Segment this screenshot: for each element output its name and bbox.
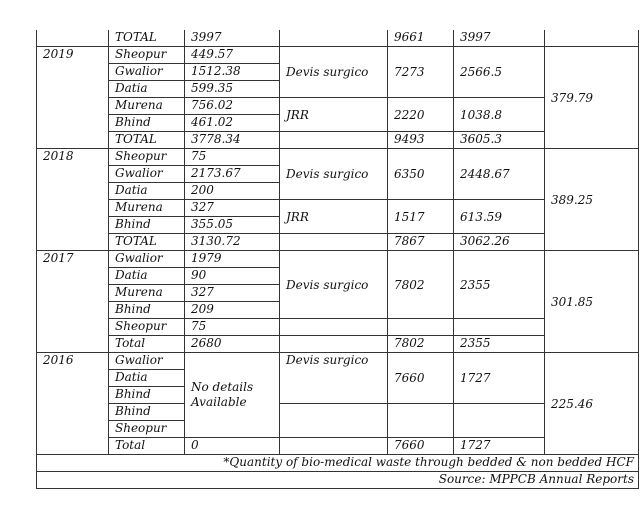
district-cell: Bhind [109,217,185,234]
district-cell: Sheopur [109,149,185,166]
operator-cell: Devis surgico [280,251,388,319]
value-cell: 379.79 [545,47,639,149]
footnote: *Quantity of bio-medical waste through bedded & non bedded HCF [37,455,639,472]
value-cell: 389.25 [545,149,639,251]
value-cell: 3997 [454,30,545,47]
quantity-cell: 3778.34 [185,132,280,149]
value-cell: 7660 [388,353,454,404]
value-cell: 1727 [454,438,545,455]
table-row [37,30,639,47]
district-cell: Sheopur [109,319,185,336]
operator-cell [280,404,388,438]
district-cell: Gwalior [109,353,185,370]
value-cell: 9493 [388,132,454,149]
district-cell: Bhind [109,302,185,319]
operator-cell: Devis surgico [280,47,388,98]
operator-cell [280,438,388,455]
district-cell: Sheopur [109,47,185,64]
quantity-cell: 327 [185,200,280,217]
operator-cell: Devis surgico [280,149,388,200]
district-cell: Total [109,438,185,455]
value-cell: 1727 [454,353,545,404]
value-cell: 2448.67 [454,149,545,200]
district-cell: Datia [109,81,185,98]
district-cell: TOTAL [109,234,185,251]
quantity-cell: 90 [185,268,280,285]
quantity-cell: 599.35 [185,81,280,98]
district-cell: Datia [109,183,185,200]
quantity-cell: 1979 [185,251,280,268]
operator-cell [280,234,388,251]
source-note: Source: MPPCB Annual Reports [37,472,639,489]
district-cell: Gwalior [109,64,185,81]
quantity-cell: 200 [185,183,280,200]
value-cell: 2566.5 [454,47,545,98]
value-cell: 7273 [388,47,454,98]
year-cell: 2018 [37,149,109,251]
value-cell: 2220 [388,98,454,132]
value-cell [388,319,454,336]
year-cell: 2017 [37,251,109,353]
value-cell: 1038.8 [454,98,545,132]
district-cell: TOTAL [109,30,185,47]
district-cell: Murena [109,200,185,217]
quantity-cell: 327 [185,285,280,302]
quantity-cell: 75 [185,319,280,336]
value-cell [545,30,639,47]
table-row [37,251,639,268]
district-cell: Datia [109,370,185,387]
year-cell [37,30,109,47]
quantity-cell: 1512.38 [185,64,280,81]
quantity-cell: 209 [185,302,280,319]
quantity-cell: 2680 [185,336,280,353]
district-cell: Murena [109,98,185,115]
district-cell: Bhind [109,115,185,132]
quantity-cell: 355.05 [185,217,280,234]
district-cell: TOTAL [109,132,185,149]
year-cell: 2019 [37,47,109,149]
value-cell: 225.46 [545,353,639,455]
value-cell: 2355 [454,336,545,353]
value-cell: 9661 [388,30,454,47]
district-cell: Murena [109,285,185,302]
quantity-cell: 3130.72 [185,234,280,251]
operator-cell [280,319,388,336]
value-cell: 2355 [454,251,545,319]
value-cell: 3062.26 [454,234,545,251]
operator-cell: JRR [280,200,388,234]
value-cell [388,404,454,438]
operator-cell: JRR [280,98,388,132]
value-cell [454,404,545,438]
quantity-cell: 449.57 [185,47,280,64]
quantity-cell: 0 [185,438,280,455]
quantity-cell: 3997 [185,30,280,47]
district-cell: Datia [109,268,185,285]
table-row [37,47,639,64]
district-cell: Gwalior [109,166,185,183]
value-cell: 6350 [388,149,454,200]
value-cell [454,319,545,336]
table-row [37,353,639,370]
footnote-row [37,455,639,472]
value-cell: 7802 [388,251,454,319]
bmw-data-table [36,30,639,489]
year-cell: 2016 [37,353,109,455]
operator-cell: Devis surgico [280,353,388,404]
value-cell: 7802 [388,336,454,353]
district-cell: Sheopur [109,421,185,438]
quantity-cell: 75 [185,149,280,166]
value-cell: 3605.3 [454,132,545,149]
table-row [37,149,639,166]
district-cell: Total [109,336,185,353]
operator-cell [280,336,388,353]
operator-cell [280,30,388,47]
source-row [37,472,639,489]
quantity-cell: 756.02 [185,98,280,115]
value-cell: 613.59 [454,200,545,234]
value-cell: 1517 [388,200,454,234]
operator-cell [280,132,388,149]
value-cell: 7660 [388,438,454,455]
district-cell: Bhind [109,387,185,404]
quantity-cell: 461.02 [185,115,280,132]
value-cell: 301.85 [545,251,639,353]
district-cell: Gwalior [109,251,185,268]
district-cell: Bhind [109,404,185,421]
quantity-cell: No details Available [185,353,280,438]
quantity-cell: 2173.67 [185,166,280,183]
value-cell: 7867 [388,234,454,251]
